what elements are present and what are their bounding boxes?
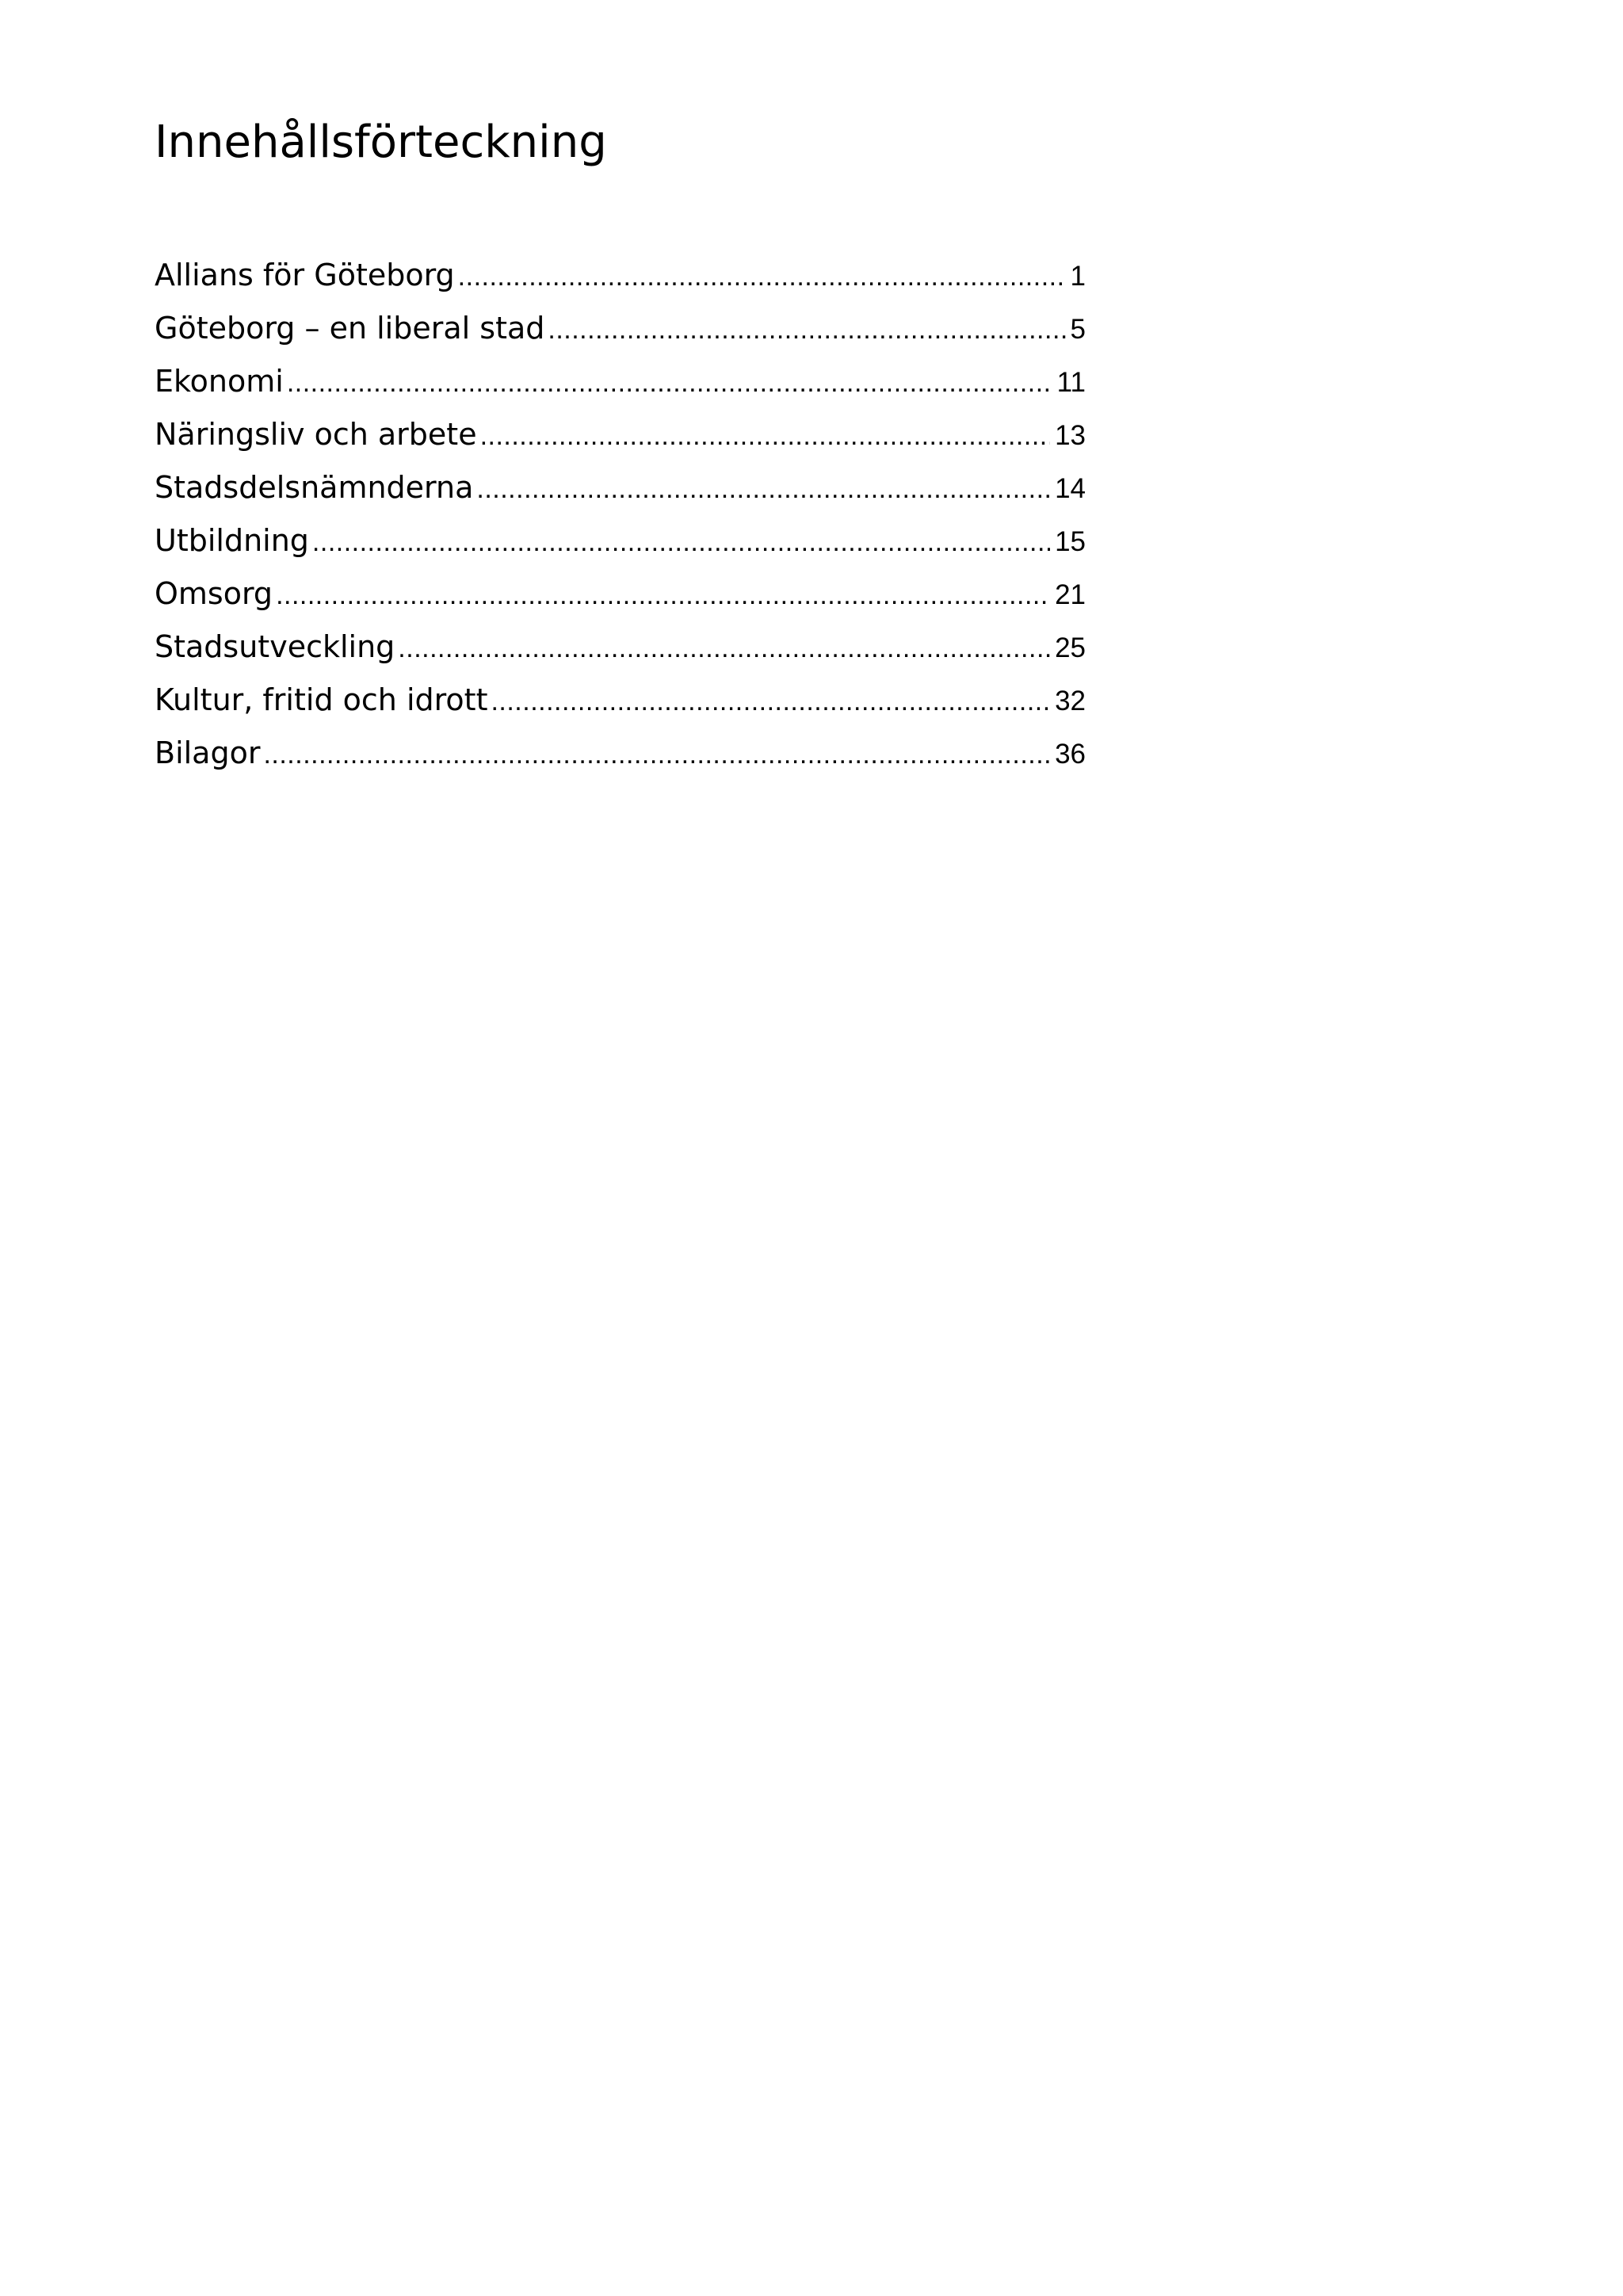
toc-dot-leader — [398, 633, 1050, 664]
toc-dot-leader — [312, 527, 1050, 558]
toc-list — [155, 258, 1086, 789]
toc-entry-page-number: 15 — [1055, 526, 1086, 557]
toc-entry-page-number: 36 — [1055, 739, 1086, 770]
toc-entry-page-number: 25 — [1055, 632, 1086, 663]
toc-entry-label: Utbildning — [155, 523, 309, 558]
toc-entry-page-number: 21 — [1055, 579, 1086, 610]
toc-entry-label: Näringsliv och arbete — [155, 417, 477, 452]
toc-dot-leader — [287, 368, 1052, 399]
toc-entry-label: Kultur, fritid och idrott — [155, 682, 488, 717]
toc-dot-leader — [263, 739, 1050, 770]
toc-dot-leader — [276, 580, 1050, 611]
toc-entry-label: Omsorg — [155, 576, 273, 611]
toc-entry[interactable] — [155, 470, 1086, 523]
toc-entry-page-number: 1 — [1070, 261, 1086, 292]
toc-entry[interactable] — [155, 311, 1086, 364]
toc-entry-label: Stadsutveckling — [155, 629, 395, 664]
toc-entry-label: Stadsdelsnämnderna — [155, 470, 474, 505]
toc-entry-page-number: 11 — [1056, 367, 1086, 398]
toc-entry[interactable] — [155, 576, 1086, 629]
toc-entry[interactable] — [155, 523, 1086, 576]
toc-entry[interactable] — [155, 417, 1086, 470]
toc-entry-label: Allians för Göteborg — [155, 258, 455, 292]
toc-dot-leader — [491, 686, 1050, 717]
toc-entry[interactable] — [155, 258, 1086, 311]
toc-entry-label: Bilagor — [155, 735, 261, 770]
toc-entry-label: Ekonomi — [155, 364, 284, 399]
toc-dot-leader — [476, 474, 1050, 505]
toc-entry-page-number: 5 — [1070, 314, 1086, 345]
toc-entry-page-number: 13 — [1055, 420, 1086, 451]
toc-entry[interactable] — [155, 629, 1086, 682]
toc-entry-label: Göteborg – en liberal stad — [155, 311, 545, 346]
toc-entry[interactable] — [155, 735, 1086, 789]
toc-dot-leader — [480, 421, 1050, 452]
toc-dot-leader — [548, 315, 1065, 346]
toc-entry[interactable] — [155, 682, 1086, 735]
toc-entry-page-number: 32 — [1055, 686, 1086, 716]
toc-title: Innehållsförteckning — [155, 117, 607, 168]
toc-dot-leader — [458, 262, 1066, 292]
toc-entry[interactable] — [155, 364, 1086, 417]
toc-entry-page-number: 14 — [1055, 473, 1086, 504]
